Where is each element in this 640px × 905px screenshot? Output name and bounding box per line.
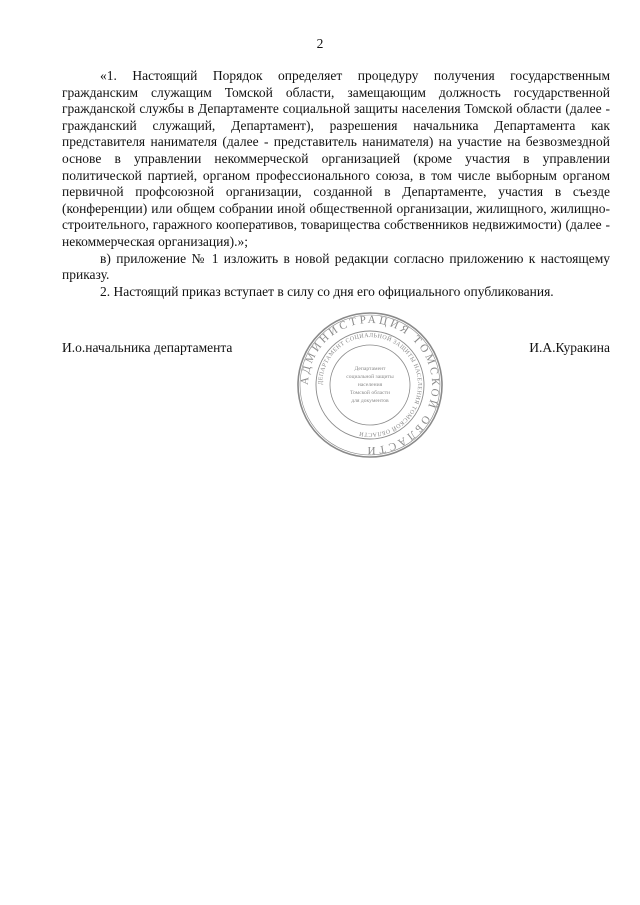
stamp-center-line-2: социальной защиты [346,374,394,380]
paragraph-appendix-change: в) приложение № 1 изложить в новой редакции согласно приложению к настоящему приказу. [62,250,610,283]
stamp-outer-text: АДМИНИСТРАЦИЯ ТОМСКОЙ ОБЛАСТИ [298,313,442,457]
stamp-center-line-5: для документов [351,398,389,404]
document-body [62,68,610,300]
paragraph-effective-date: 2. Настоящий приказ вступает в силу со дня его официального опубликования. [100,283,554,299]
signatory-title: И.о.начальника департамента [62,340,233,355]
official-seal-stamp [295,310,445,460]
stamp-center-line-3: населения [357,382,383,388]
stamp-center-line-4: Томской области [349,390,391,396]
stamp-center-line-1: Департамент [354,366,386,372]
stamp-inner-text: ДЕПАРТАМЕНТ СОЦИАЛЬНОЙ ЗАЩИТЫ НАСЕЛЕНИЯ ТОМСКОЙ ОБЛАСТИ [317,332,423,438]
paragraph-order-clause: «1. Настоящий Порядок определяет процедуру получения государственным гражданским служащим Томской области, замещающим должность государственной гражданской службы в Департаменте социальной защиты населения Томской области (далее - гражданский служащий, Департамент), разрешения начальника Департамента как представителя нанимателя (далее - представитель нанимателя) на участие на безвозмездной основе в управлении некоммерческой организацией (кроме участия в управлении политической партией, органом профессионального союза, в том числе выборным органом первичной профсоюзной организации, созданной в Департаменте, участия в съезде (конференции) или общем собрании иной общественной организации, жилищного, жилищно-строительного, гаражного кооперативов, товарищества собственников недвижимости) (далее - некоммерческая организация).»; [62,68,610,249]
signatory-name: И.А.Куракина [529,340,610,355]
page-number: 2 [316,36,324,51]
